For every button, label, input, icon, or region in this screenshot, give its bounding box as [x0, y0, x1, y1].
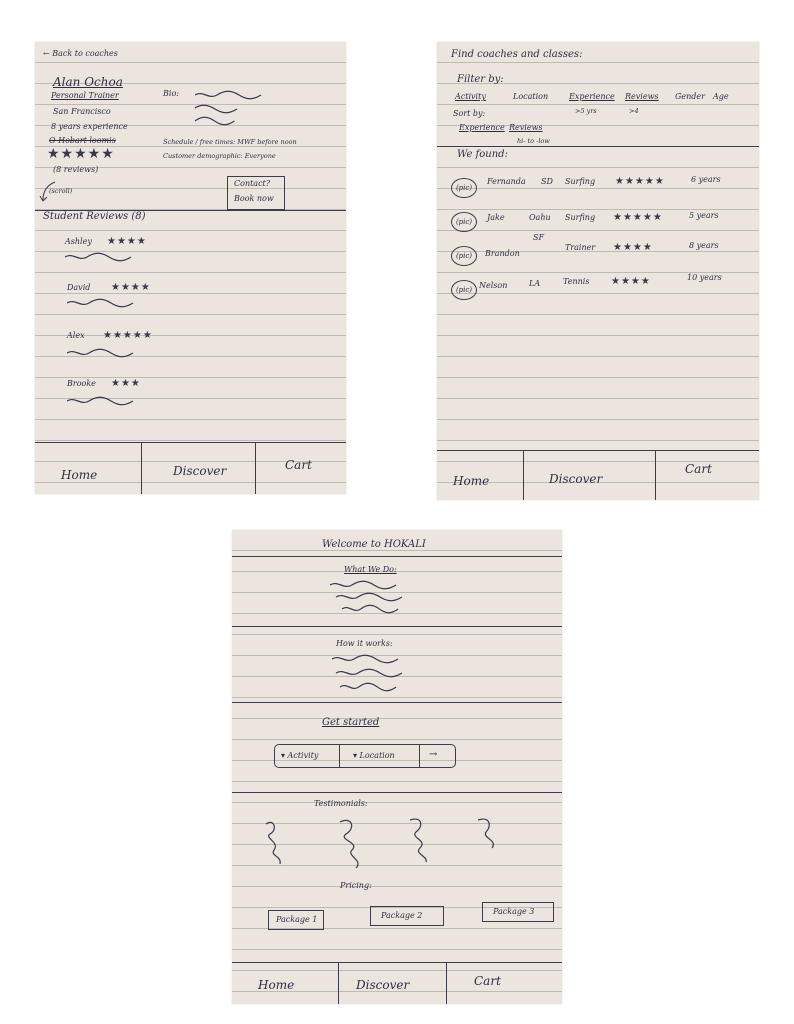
- package-3-label: Package 3: [493, 907, 535, 916]
- title-rule: [232, 556, 562, 557]
- coach-stars: ★★★★: [611, 276, 651, 287]
- go-arrow-icon[interactable]: →: [429, 749, 438, 760]
- sort-reviews[interactable]: Reviews: [509, 123, 543, 132]
- sort-label: Sort by:: [453, 109, 486, 118]
- package-3-button[interactable]: [482, 902, 554, 922]
- nav-home[interactable]: Home: [258, 978, 295, 992]
- package-1-button[interactable]: [268, 910, 324, 930]
- found-label: We found:: [457, 149, 508, 160]
- struck-text: O Hobart loomis: [49, 136, 116, 145]
- nav-discover[interactable]: Discover: [549, 472, 603, 486]
- reviewer-name: Brooke: [67, 379, 96, 388]
- review-stars: ★★★★: [111, 282, 151, 293]
- coach-name: Nelson: [479, 281, 508, 290]
- search-sheet: [437, 42, 759, 500]
- result-row[interactable]: [449, 273, 749, 302]
- bio-label: Bio:: [163, 89, 179, 98]
- reviews-filter-value: >4: [629, 107, 639, 115]
- testimonials-heading: Testimonials:: [314, 799, 368, 808]
- section-rule: [232, 792, 562, 793]
- result-row[interactable]: [449, 210, 749, 234]
- review-stars: ★★★★★: [103, 330, 153, 341]
- reviewer-name: Alex: [67, 331, 85, 340]
- nav-cart[interactable]: Cart: [474, 974, 501, 988]
- sort-experience[interactable]: Experience: [459, 123, 505, 132]
- coach-activity: Surfing: [565, 177, 596, 186]
- review-count[interactable]: (8 reviews): [53, 165, 99, 174]
- coach-stars: ★★★★★: [615, 176, 665, 187]
- nav-separator: [655, 450, 656, 500]
- filter-experience[interactable]: Experience: [569, 92, 615, 101]
- profile-pic: (pic): [451, 178, 477, 198]
- review-stars: ★★★: [111, 378, 141, 389]
- review-stars: ★★★★: [107, 236, 147, 247]
- coach-rating-stars: ★★★★★: [47, 146, 115, 162]
- filter-activity[interactable]: Activity: [455, 92, 486, 101]
- contact-button[interactable]: Contact?: [234, 179, 271, 188]
- coach-stars: ★★★★: [613, 242, 653, 253]
- nav-divider: [35, 442, 346, 443]
- search-title: Find coaches and classes:: [451, 49, 583, 60]
- nav-discover[interactable]: Discover: [356, 978, 410, 992]
- coach-years: 8 years: [689, 241, 719, 250]
- coach-role: Personal Trainer: [51, 91, 119, 100]
- coach-activity: Trainer: [565, 243, 596, 252]
- experience-filter-value: >5 yrs: [575, 107, 597, 115]
- activity-dropdown[interactable]: ▾ Activity: [281, 751, 319, 760]
- review-scribble: [67, 396, 137, 408]
- filter-gender[interactable]: Gender: [675, 92, 705, 101]
- pricing-heading: Pricing:: [340, 881, 372, 890]
- result-row[interactable]: [449, 233, 749, 268]
- package-2-label: Package 2: [381, 911, 423, 920]
- nav-discover[interactable]: Discover: [173, 464, 227, 478]
- coach-years: 5 years: [689, 211, 719, 220]
- home-sheet: [232, 530, 562, 1004]
- coach-city: San Francisco: [53, 107, 111, 116]
- reviewer-name: David: [67, 283, 91, 292]
- coach-name: Alan Ochoa: [53, 75, 123, 89]
- coach-name: Jake: [487, 213, 505, 222]
- how-it-works-scribble: [332, 654, 412, 698]
- results-divider: [437, 146, 759, 147]
- what-we-do-heading: What We Do:: [344, 565, 397, 574]
- filter-reviews[interactable]: Reviews: [625, 92, 659, 101]
- coach-location: SF: [533, 233, 545, 242]
- scroll-note: (scroll): [49, 187, 73, 195]
- coach-years: 6 years: [691, 175, 721, 184]
- package-2-button[interactable]: [370, 906, 444, 926]
- get-started-heading: Get started: [322, 717, 380, 728]
- back-to-coaches-link[interactable]: ← Back to coaches: [43, 49, 118, 58]
- coach-location: SD: [541, 177, 553, 186]
- coach-experience: 8 years experience: [51, 122, 128, 131]
- nav-divider: [232, 962, 562, 963]
- sort-order: hi- to -low: [517, 137, 550, 145]
- coach-activity: Tennis: [563, 277, 590, 286]
- how-it-works-heading: How it works:: [336, 639, 393, 648]
- dropdown-separator: [339, 745, 340, 767]
- nav-home[interactable]: Home: [453, 474, 490, 488]
- bio-scribble: [195, 90, 275, 126]
- demographic-text: Customer demographic: Everyone: [163, 152, 276, 160]
- profile-pic: (pic): [451, 280, 477, 300]
- nav-separator: [141, 442, 142, 494]
- reviewer-name: Ashley: [65, 237, 92, 246]
- scroll-arrow-icon: [39, 180, 59, 204]
- reviews-header: Student Reviews (8): [43, 211, 146, 222]
- filter-label: Filter by:: [457, 74, 504, 85]
- nav-separator: [446, 962, 447, 1004]
- section-rule: [232, 626, 562, 627]
- coach-stars: ★★★★★: [613, 212, 663, 223]
- package-1-label: Package 1: [276, 915, 318, 924]
- coach-name: Brandon: [485, 249, 520, 258]
- review-scribble: [67, 348, 137, 360]
- coach-profile-sheet: [35, 42, 346, 494]
- profile-pic: (pic): [451, 246, 477, 266]
- book-now-button[interactable]: Book now: [234, 194, 274, 203]
- welcome-title: Welcome to HOKALI: [322, 539, 426, 550]
- nav-cart[interactable]: Cart: [285, 458, 312, 472]
- coach-location: Oahu: [529, 213, 551, 222]
- nav-separator: [338, 962, 339, 1004]
- testimonial-scribbles: [260, 816, 520, 872]
- filter-location[interactable]: Location: [513, 92, 549, 101]
- section-rule: [232, 702, 562, 703]
- coach-location: LA: [529, 279, 541, 288]
- nav-cart[interactable]: Cart: [685, 462, 712, 476]
- result-row[interactable]: [449, 176, 749, 200]
- review-scribble: [67, 298, 137, 310]
- contact-book-box[interactable]: [227, 176, 285, 210]
- coach-name: Fernanda: [487, 177, 526, 186]
- dropdown-separator: [419, 745, 420, 767]
- nav-home[interactable]: Home: [61, 468, 98, 482]
- search-bar: [274, 744, 456, 768]
- review-scribble: [65, 252, 135, 264]
- nav-divider: [437, 450, 759, 451]
- filter-age[interactable]: Age: [713, 92, 729, 101]
- profile-pic: (pic): [451, 212, 477, 232]
- schedule-text: Schedule / free times: MWF before noon: [163, 138, 297, 146]
- coach-activity: Surfing: [565, 213, 596, 222]
- coach-years: 10 years: [687, 273, 722, 282]
- what-we-do-scribble: [330, 580, 420, 620]
- location-dropdown[interactable]: ▾ Location: [353, 751, 395, 760]
- nav-separator: [255, 442, 256, 494]
- nav-separator: [523, 450, 524, 500]
